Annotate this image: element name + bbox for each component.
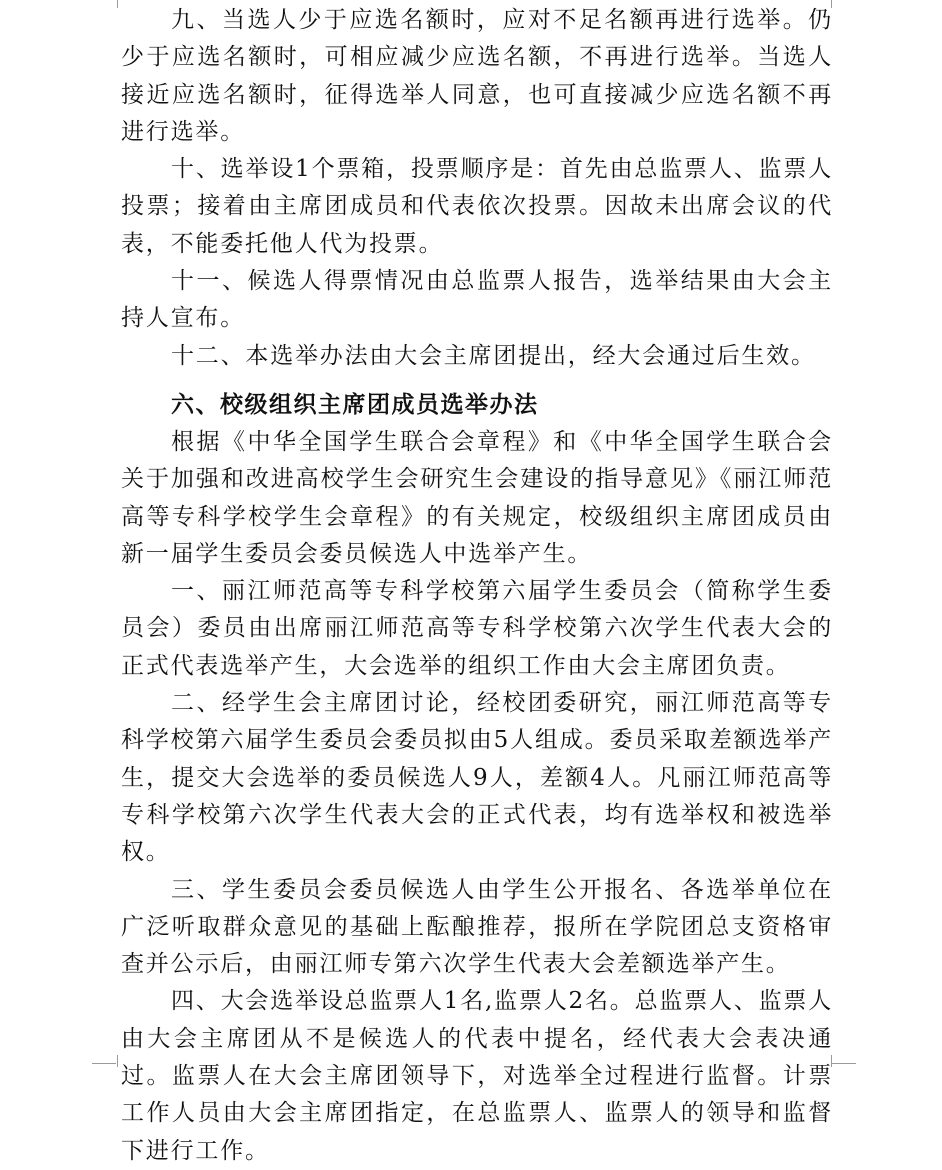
crop-mark-bottom-left-horizontal [92, 1063, 116, 1064]
crop-mark-top-left [117, 0, 118, 8]
crop-mark-bottom-right-horizontal [832, 1063, 856, 1064]
paragraph-item-twelve: 十二、本选举办法由大会主席团提出，经大会通过后生效。 [171, 342, 816, 369]
crop-mark-bottom-left-vertical [117, 1055, 118, 1067]
paragraph-item-two: 二、经学生会主席团讨论，经校团委研究，丽江师范高等专科学校第六届学生委员会委员拟由5人组成。委员采取差额选举产生，提交大会选举的委员候选人9人，差额4人。凡丽江师范高等专科学校第六次学生代表大会的正式代表，均有选举权和被选举权。 [121, 690, 833, 866]
paragraph-item-eleven: 十一、候选人得票情况由总监票人报告，选举结果由大会主持人宣布。 [121, 268, 833, 332]
paragraph-intro: 根据《中华全国学生联合会章程》和《中华全国学生联合会关于加强和改进高校学生会研究生会建设的指导意见》《丽江师范高等专科学校学生会章程》的有关规定，校级组织主席团成员由新一届学生委员会委员候选人中选举产生。 [121, 428, 833, 567]
paragraph-item-nine: 九、当选人少于应选名额时，应对不足名额再进行选举。仍少于应选名额时，可相应减少应选名额，不再进行选举。当选人接近应选名额时，征得选举人同意，也可直接减少应选名额不再进行选举。 [121, 7, 833, 145]
paragraph-item-ten: 十、选举设1个票箱，投票顺序是：首先由总监票人、监票人投票；接着由主席团成员和代表依次投票。因故未出席会议的代表，不能委托他人代为投票。 [121, 156, 833, 257]
section-heading: 六、校级组织主席团成员选举办法 [171, 391, 539, 418]
paragraph-item-one: 一、丽江师范高等专科学校第六届学生委员会（简称学生委员会）委员由出席丽江师范高等专科学校第六次学生代表大会的正式代表选举产生，大会选举的组织工作由大会主席团负责。 [121, 578, 833, 679]
document-body [121, 0, 833, 1170]
paragraph-item-four: 四、大会选举设总监票人1名,监票人2名。总监票人、监票人由大会主席团从不是候选人的代表中提名，经代表大会表决通过。监票人在大会主席团领导下，对选举全过程进行监督。计票工作人员由大会主席团指定，在总监票人、监票人的领导和监督下进行工作。 [121, 988, 833, 1164]
paragraph-item-three: 三、学生委员会委员候选人由学生公开报名、各选举单位在广泛听取群众意见的基础上酝酿推荐，报所在学院团总支资格审查并公示后，由丽江师专第六次学生代表大会差额选举产生。 [121, 876, 833, 978]
